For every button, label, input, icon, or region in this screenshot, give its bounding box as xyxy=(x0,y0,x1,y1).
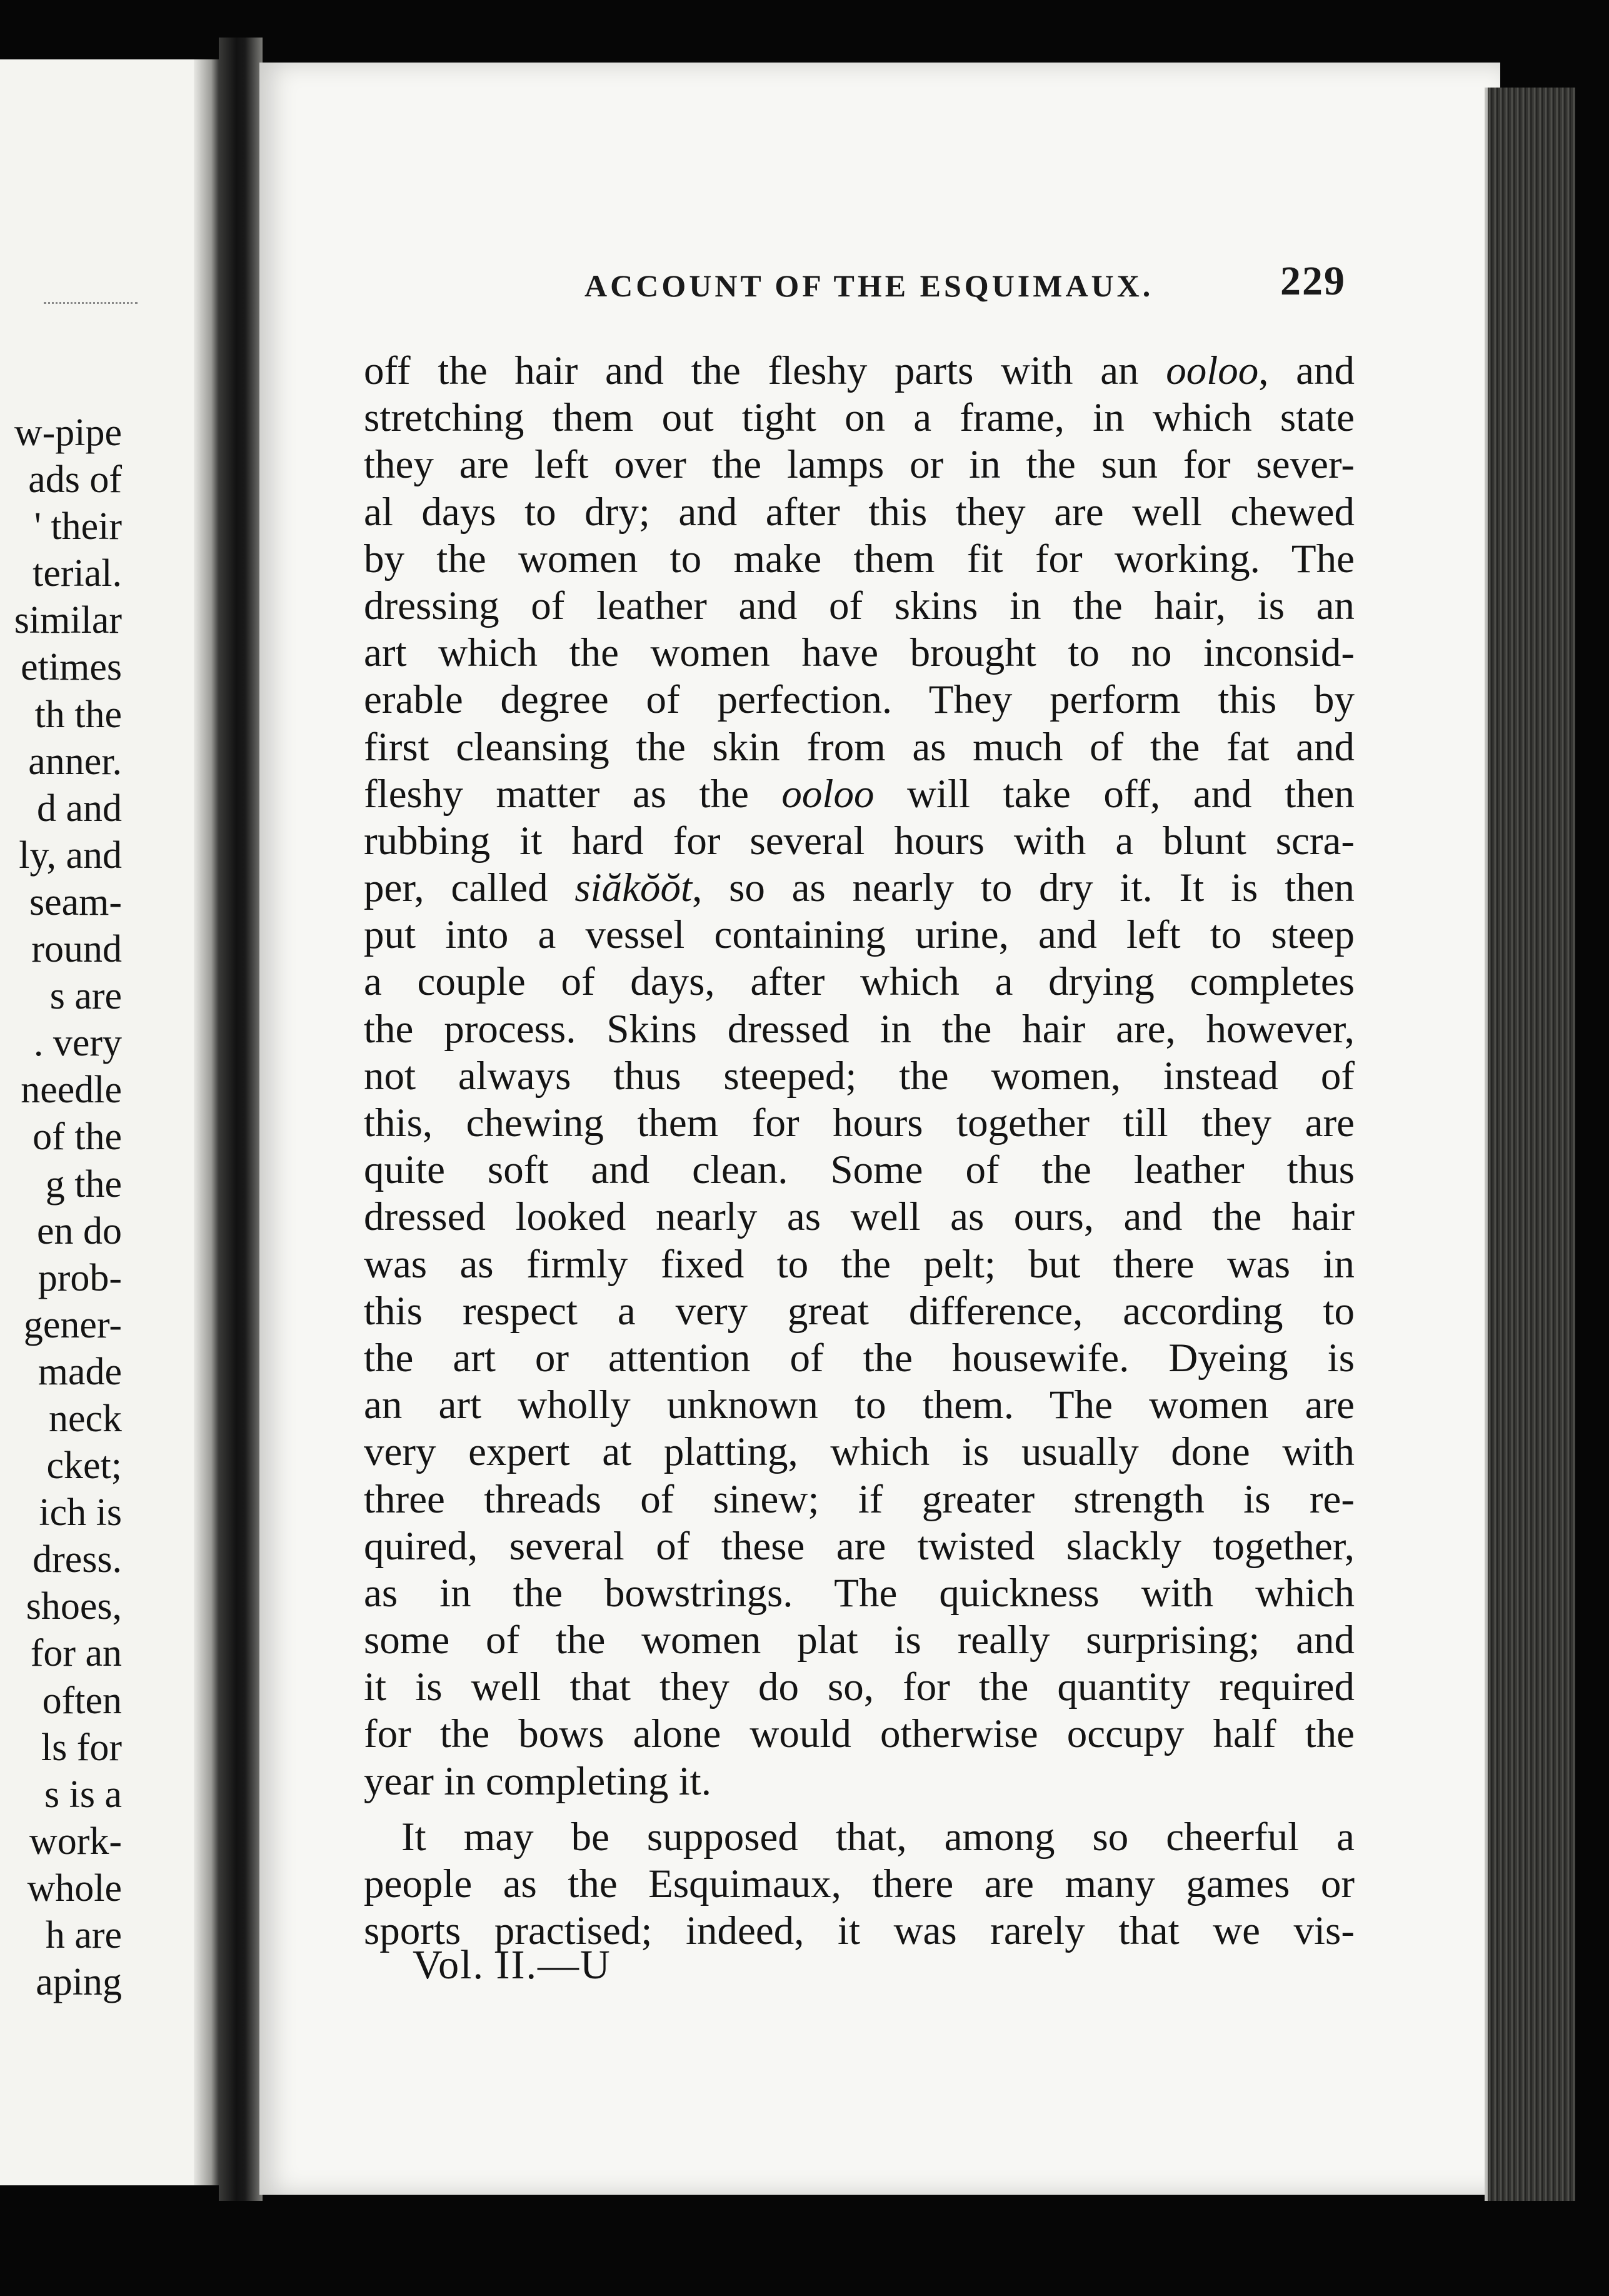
previous-page-line: s are xyxy=(49,975,122,1018)
text-line: art which the women have brought to no inconsid- xyxy=(364,630,1355,676)
text-line: was as firmly fixed to the pelt; but there was in xyxy=(364,1241,1355,1287)
text-line: erable degree of perfection. They perform this by xyxy=(364,677,1355,723)
previous-page-line: s is a xyxy=(44,1773,122,1816)
book-fore-edge xyxy=(1488,88,1575,2201)
text-line: sports practised; indeed, it was rarely that we vis- xyxy=(364,1908,1355,1954)
signature-mark: Vol. II.—U xyxy=(413,1942,611,1988)
previous-page-line: whole xyxy=(27,1866,122,1910)
previous-page-line: terial. xyxy=(33,552,122,595)
text-line: al days to dry; and after this they are well chewed xyxy=(364,489,1355,535)
page-number: 229 xyxy=(1280,258,1346,304)
text-line: stretching them out tight on a frame, in which state xyxy=(364,395,1355,441)
previous-page-line: prob- xyxy=(38,1256,122,1299)
previous-page-text xyxy=(0,410,122,2006)
text-line: per, called siăkŏŏt, so as nearly to dry it. It is then xyxy=(364,865,1355,911)
previous-page-line: etimes xyxy=(21,646,122,689)
previous-page-line: cket; xyxy=(46,1444,122,1488)
text-line: an art wholly unknown to them. The women are xyxy=(364,1382,1355,1428)
text-line: some of the women plat is really surprising; and xyxy=(364,1618,1355,1663)
previous-page xyxy=(0,59,219,2185)
previous-page-line: for an xyxy=(30,1632,122,1675)
text-line: not always thus steeped; the women, instead of xyxy=(364,1053,1355,1099)
text-line: three threads of sinew; if greater strength is re- xyxy=(364,1476,1355,1522)
text-line: this, chewing them for hours together till they are xyxy=(364,1100,1355,1145)
text-line: It may be supposed that, among so cheerful a xyxy=(401,1814,1355,1860)
previous-page-line: en do xyxy=(36,1209,122,1252)
text-line: quired, several of these are twisted slackly together, xyxy=(364,1523,1355,1569)
body-text xyxy=(364,348,1355,1955)
previous-page-line: ' their xyxy=(34,505,122,548)
text-line: the process. Skins dressed in the hair are, however, xyxy=(364,1006,1355,1052)
previous-page-line: th the xyxy=(34,693,122,736)
text-line: quite soft and clean. Some of the leather thus xyxy=(364,1147,1355,1193)
previous-page-line: shoes, xyxy=(26,1585,122,1628)
previous-page-line: work- xyxy=(29,1820,122,1863)
text-line: off the hair and the fleshy parts with an ooloo, and xyxy=(364,348,1355,393)
previous-page-line: seam- xyxy=(29,880,122,924)
previous-page-line: anner. xyxy=(28,740,122,783)
previous-page-line: aping xyxy=(36,1961,122,2004)
previous-page-line: ich is xyxy=(39,1491,122,1534)
text-line: as in the bowstrings. The quickness with which xyxy=(364,1570,1355,1616)
text-line: first cleansing the skin from as much of the fat and xyxy=(364,724,1355,770)
previous-page-line: g the xyxy=(45,1162,122,1206)
text-line: a couple of days, after which a drying completes xyxy=(364,959,1355,1005)
text-line: for the bows alone would otherwise occupy half the xyxy=(364,1711,1355,1757)
text-line: year in completing it. xyxy=(364,1758,711,1804)
previous-page-line: ly, and xyxy=(19,833,122,877)
text-line: by the women to make them fit for working. The xyxy=(364,536,1355,582)
spine-shadow xyxy=(194,59,219,2185)
text-line: this respect a very great difference, according to xyxy=(364,1288,1355,1334)
book-gutter xyxy=(219,38,263,2201)
previous-page-line: made xyxy=(38,1350,122,1393)
text-line: they are left over the lamps or in the sun for sever- xyxy=(364,442,1355,488)
previous-page-line: often xyxy=(42,1679,122,1722)
previous-page-line: needle xyxy=(21,1069,122,1112)
previous-page-line: ads of xyxy=(28,458,122,501)
previous-page-line: dress. xyxy=(33,1538,122,1581)
paragraph-gap xyxy=(364,1805,1355,1814)
previous-page-line: gener- xyxy=(23,1303,122,1346)
text-line: put into a vessel containing urine, and left to steep xyxy=(364,912,1355,958)
previous-page-line: h are xyxy=(45,1914,122,1956)
running-head: ACCOUNT OF THE ESQUIMAUX. xyxy=(584,268,1154,303)
previous-page-line: d and xyxy=(36,787,122,830)
text-line: very expert at platting, which is usually done with xyxy=(364,1429,1355,1475)
previous-page-line: . very xyxy=(33,1022,122,1065)
ink-mark xyxy=(44,302,138,306)
previous-page-line: ls for xyxy=(41,1726,122,1769)
text-line: the art or attention of the housewife. Dyeing is xyxy=(364,1335,1355,1381)
text-line: dressed looked nearly as well as ours, and the hair xyxy=(364,1194,1355,1240)
previous-page-line: w-pipe xyxy=(14,411,122,454)
text-line: fleshy matter as the ooloo will take off, and then xyxy=(364,771,1355,817)
text-line: rubbing it hard for several hours with a blunt scra- xyxy=(364,818,1355,864)
previous-page-line: round xyxy=(31,928,122,971)
previous-page-line: similar xyxy=(14,599,122,642)
text-line: dressing of leather and of skins in the hair, is an xyxy=(364,583,1355,628)
previous-page-line: neck xyxy=(48,1397,122,1440)
text-line: people as the Esquimaux, there are many games or xyxy=(364,1861,1355,1906)
previous-page-line: of the xyxy=(33,1115,122,1159)
text-line: it is well that they do so, for the quantity required xyxy=(364,1664,1355,1710)
